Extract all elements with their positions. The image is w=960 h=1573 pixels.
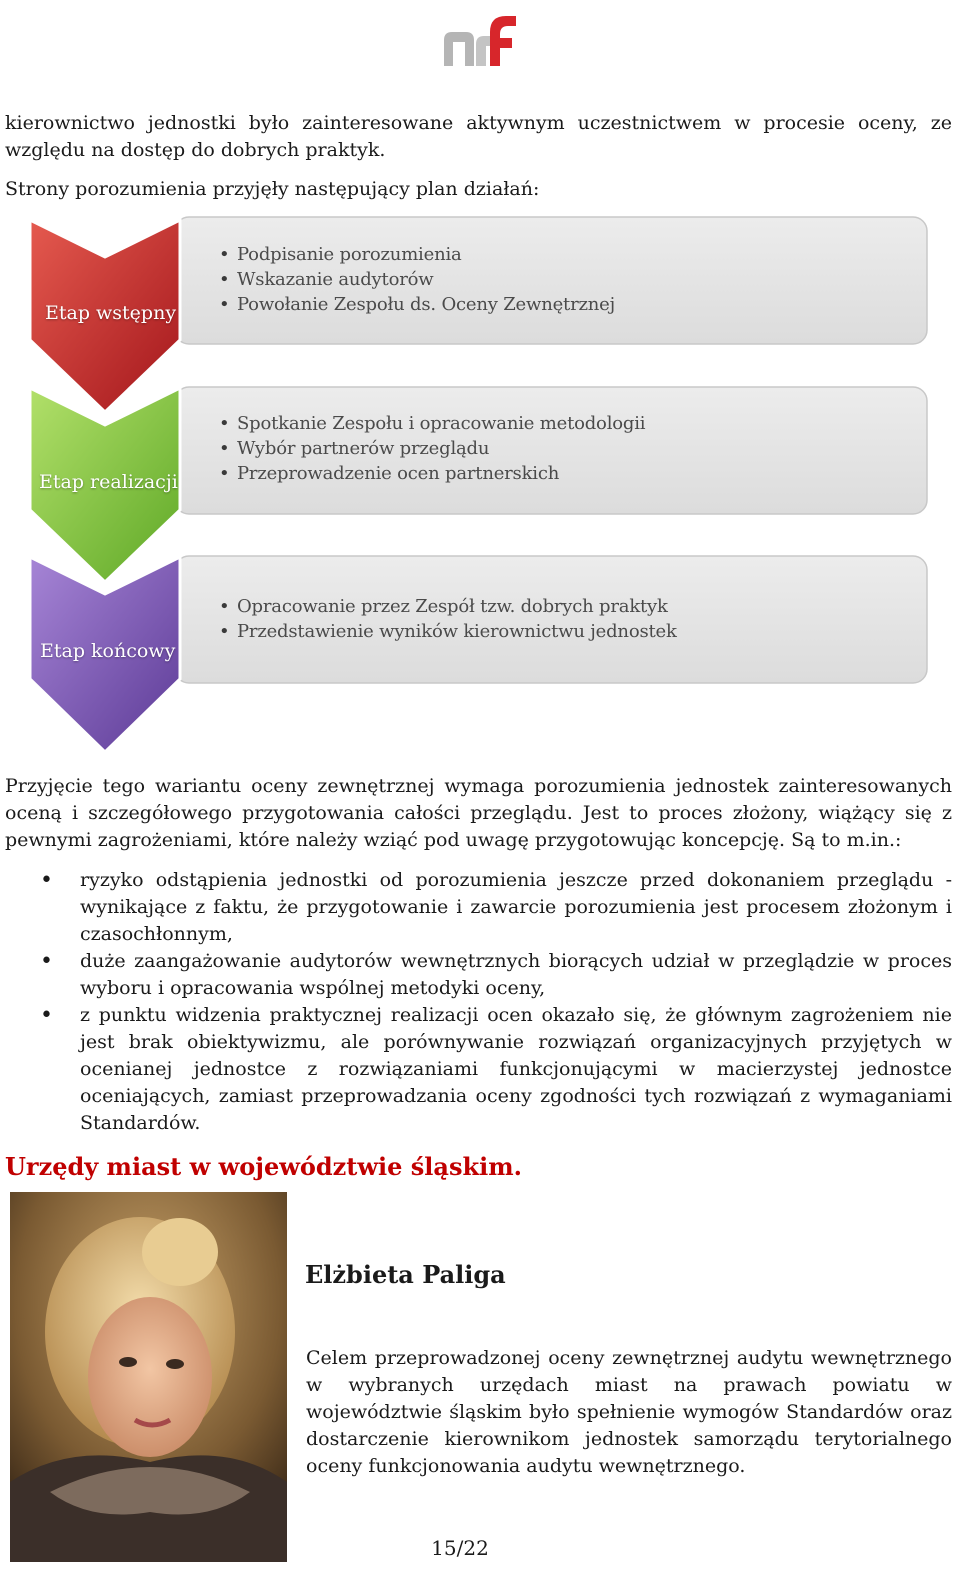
plan-intro: Strony porozumienia przyjęły następujący plan działań: xyxy=(5,178,540,200)
list-item: • Przeprowadzenie ocen partnerskich xyxy=(217,461,645,486)
person-name: Elżbieta Paliga xyxy=(305,1260,506,1289)
process-diagram xyxy=(25,212,935,757)
list-item: • Podpisanie porozumienia xyxy=(217,242,615,267)
list-item: • Przedstawienie wyników kierownictwu jednostek xyxy=(217,619,677,644)
risks-list xyxy=(40,867,952,1137)
stage-1-items xyxy=(217,242,615,317)
stage-3-items xyxy=(217,594,677,644)
list-item: • z punktu widzenia praktycznej realizacji ocen okazało się, że głównym zagrożeniem nie jest brak obiektywizmu, ale porównywanie rozwiązań organizacyjnych przyjętych w ocenianej jednostce z rozwiązaniami funkcjonującymi w macierzystej jednostce oceniających, zamiast przeprowadzania oceny zgodności tych rozwiązań z wymaganiami Standardów. xyxy=(40,1002,952,1137)
intro-paragraph: kierownictwo jednostki było zainteresowane aktywnym uczestnictwem w procesie oceny, ze względu na dostęp do dobrych praktyk. xyxy=(5,112,952,161)
stage-3-label: Etap końcowy xyxy=(40,640,176,662)
list-item: • duże zaangażowanie audytorów wewnętrznych biorących udział w przeglądzie w proces wyboru i opracowania wspólnej metodyki oceny, xyxy=(40,948,952,1002)
variant-paragraph: Przyjęcie tego wariantu oceny zewnętrznej wymaga porozumienia jednostek zainteresowanych oceną i szczegółowego przygotowania całości przeglądu. Jest to proces złożony, wiążący się z pewnymi zagrożeniami, które należy wziąć pod uwagę przygotowując koncepcję. Są to m.in.: xyxy=(5,775,952,851)
section-heading: Urzędy miast w województwie śląskim. xyxy=(5,1152,522,1181)
list-item: • Wybór partnerów przeglądu xyxy=(217,436,645,461)
page-number: 15/22 xyxy=(431,1536,489,1560)
mf-logo xyxy=(440,10,522,68)
list-item: • Wskazanie audytorów xyxy=(217,267,615,292)
list-item: • Powołanie Zespołu ds. Oceny Zewnętrznej xyxy=(217,292,615,317)
stage-1-label: Etap wstępny xyxy=(45,302,177,324)
stage-2-items xyxy=(217,411,645,486)
bio-paragraph: Celem przeprowadzonej oceny zewnętrznej audytu wewnętrznego w wybranych urzędach miast na prawach powiatu w województwie śląskim było spełnienie wymogów Standardów oraz dostarczenie kierownikom jednostek samorządu terytorialnego oceny funkcjonowania audytu wewnętrznego. xyxy=(306,1347,952,1477)
stage-2-label: Etap realizacji xyxy=(39,471,178,493)
list-item: • Opracowanie przez Zespół tzw. dobrych praktyk xyxy=(217,594,677,619)
list-item: • Spotkanie Zespołu i opracowanie metodologii xyxy=(217,411,645,436)
list-item: • ryzyko odstąpienia jednostki od porozumienia jeszcze przed dokonaniem przeglądu - wynikające z faktu, że przygotowanie i zawarcie porozumienia jest procesem złożonym i czasochłonnym, xyxy=(40,867,952,948)
portrait-photo xyxy=(10,1192,287,1562)
